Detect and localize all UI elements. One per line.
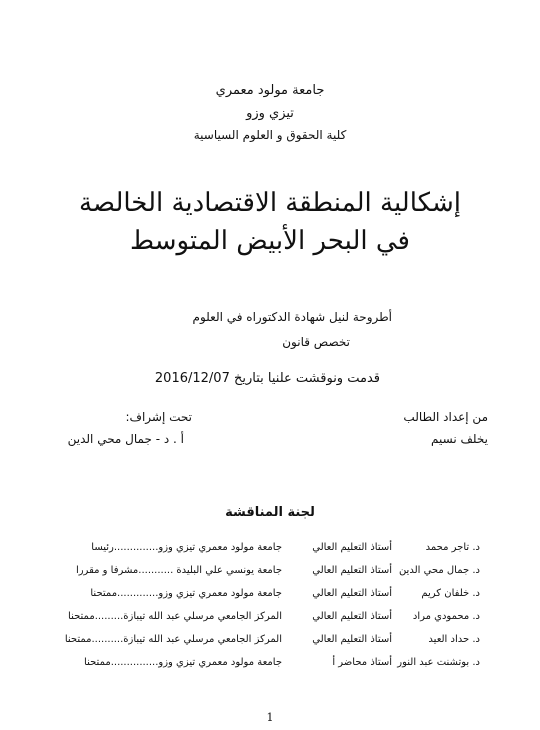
jury-member-name: د. محمودي مراد bbox=[412, 611, 480, 622]
jury-member-rank: أستاذ التعليم العالي bbox=[312, 634, 392, 645]
supervisor-label: تحت إشراف: bbox=[125, 410, 192, 424]
jury-member-rank: أستاذ التعليم العالي bbox=[312, 611, 392, 622]
jury-member-name: د. حداد العيد bbox=[428, 634, 480, 645]
jury-member-rank: أستاذ التعليم العالي bbox=[312, 588, 392, 599]
page-number: 1 bbox=[266, 711, 274, 724]
jury-member-name: د. خلفان كريم bbox=[421, 588, 480, 599]
jury-member-institution: المركز الجامعي مرسلي عبد الله تيبازة..........ممتحنا bbox=[64, 634, 282, 645]
jury-member-rank: أستاذ التعليم العالي bbox=[312, 565, 392, 576]
city-name: تيزي وزو bbox=[246, 106, 294, 121]
jury-member-name: د. بوتشنت عبد النور bbox=[397, 657, 480, 668]
jury-member-institution: جامعة يونسي علي البليدة ...........مشرفا و مقررا bbox=[75, 565, 282, 576]
thesis-title-line-2: في البحر الأبيض المتوسط bbox=[130, 226, 410, 256]
jury-member-rank: أستاذ محاضر أ bbox=[332, 657, 392, 668]
thesis-specialty: تخصص قانون bbox=[282, 335, 350, 349]
jury-member-rank: أستاذ التعليم العالي bbox=[312, 542, 392, 553]
jury-title: لجنة المناقشة bbox=[225, 505, 315, 520]
jury-member-institution: جامعة مولود معمري تيزي وزو...............ممتحنا bbox=[84, 657, 282, 668]
defense-date: قدمت ونوقشت علنيا بتاريخ 2016/12/07 bbox=[154, 371, 380, 386]
faculty-name: كلية الحقوق و العلوم السياسية bbox=[193, 128, 347, 142]
jury-member-name: د. جمال محي الدين bbox=[398, 565, 480, 576]
supervisor-name: أ . د - جمال محي الدين bbox=[67, 432, 184, 446]
student-label: من إعداد الطالب bbox=[403, 410, 488, 424]
university-name: جامعة مولود معمري bbox=[215, 83, 325, 98]
jury-member-institution: جامعة مولود معمري تيزي وزو.............ممتحنا bbox=[90, 588, 282, 599]
jury-member-institution: جامعة مولود معمري تيزي وزو..............رئيسا bbox=[91, 542, 282, 553]
jury-member-institution: المركز الجامعي مرسلي عبد الله تيبازة.........ممتحنا bbox=[68, 611, 282, 622]
student-name: يخلف نسيم bbox=[431, 432, 488, 446]
thesis-purpose: أطروحة لنيل شهادة الدكتوراه في العلوم bbox=[192, 310, 392, 324]
thesis-title-line-1: إشكالية المنطقة الاقتصادية الخالصة bbox=[78, 188, 462, 218]
jury-member-name: د. تاجر محمد bbox=[425, 542, 480, 553]
